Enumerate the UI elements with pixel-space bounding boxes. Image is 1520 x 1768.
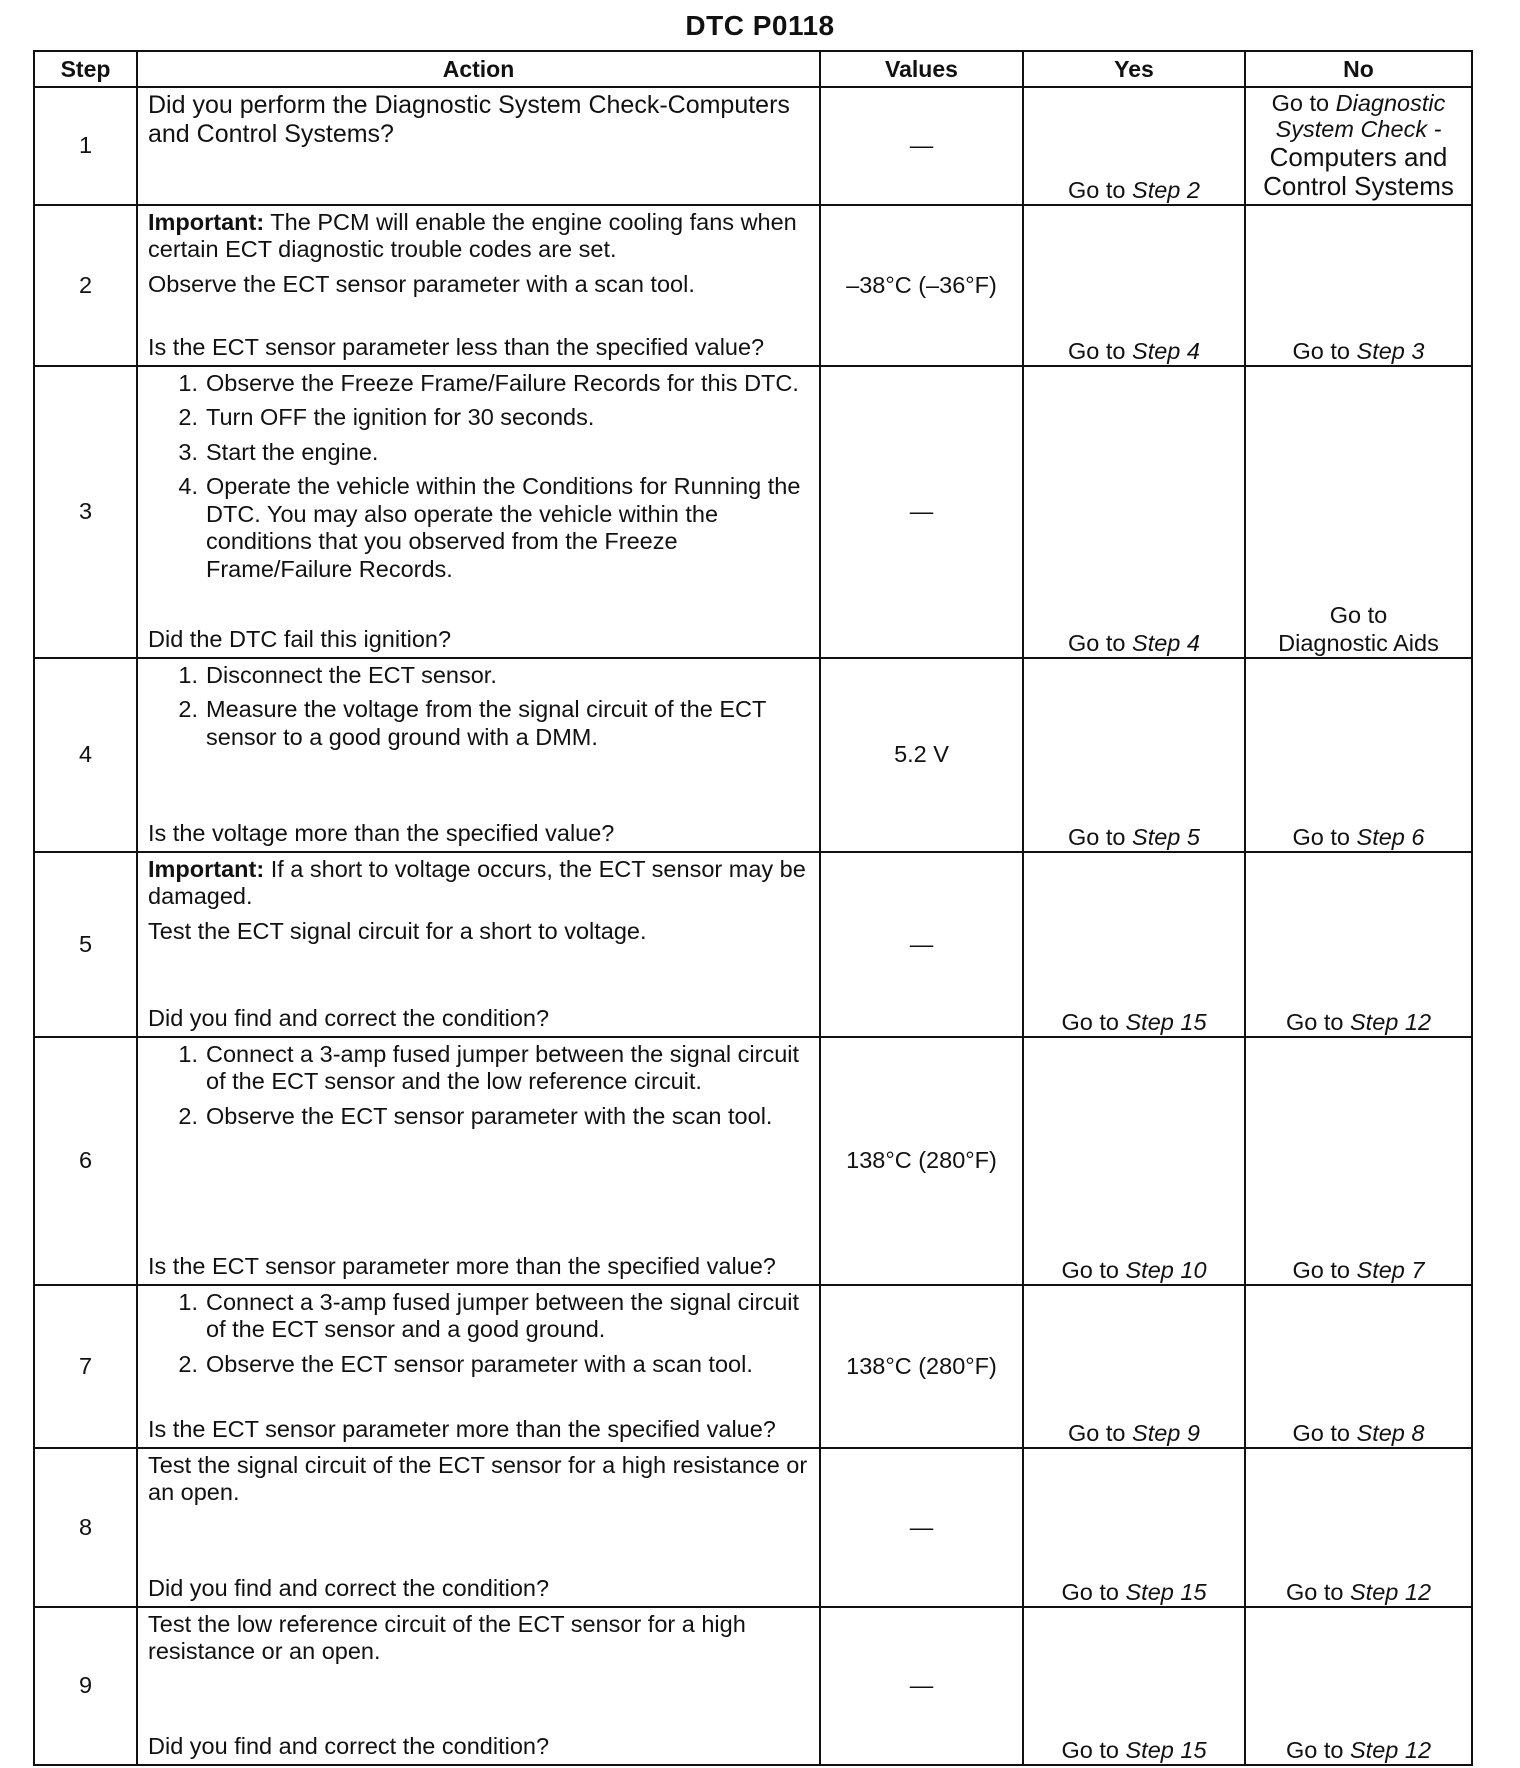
- list-item-text: Disconnect the ECT sensor.: [206, 662, 497, 688]
- instruction-paragraph: Observe the ECT sensor parameter with a scan tool.: [148, 270, 695, 297]
- list-item-number: 2.: [178, 1102, 198, 1129]
- action-question: Is the voltage more than the specified value?: [148, 819, 615, 846]
- no-step-link: Step 12: [1350, 1736, 1432, 1763]
- header-values: Values: [820, 51, 1023, 87]
- list-item-number: 1.: [178, 1289, 198, 1315]
- important-label: Important:: [148, 856, 265, 882]
- action-cell: [137, 205, 820, 366]
- action-content: [138, 206, 819, 365]
- list-item-number: 2.: [178, 1350, 198, 1377]
- action-instructions: [148, 1041, 811, 1137]
- value-cell: —: [820, 852, 1023, 1037]
- list-item: [148, 439, 811, 466]
- no-cell: [1245, 205, 1472, 366]
- table-row: [34, 87, 1472, 205]
- go-to-prefix: Go to: [1068, 629, 1126, 656]
- step-number: 9: [34, 1607, 137, 1765]
- go-to-prefix: Go to: [1061, 1256, 1119, 1283]
- instruction-paragraph: Test the ECT signal circuit for a short to voltage.: [148, 917, 647, 944]
- go-to-prefix: Go to: [1068, 823, 1126, 850]
- action-question: Is the ECT sensor parameter more than the specified value?: [148, 1252, 776, 1279]
- step-number: 3: [34, 366, 137, 658]
- action-cell: [137, 87, 820, 205]
- yes-cell: [1023, 852, 1245, 1037]
- value-cell: 138°C (280°F): [820, 1037, 1023, 1285]
- table-header-row: [34, 51, 1472, 87]
- yes-cell: [1023, 658, 1245, 852]
- step-number: 2: [34, 205, 137, 366]
- important-note: [148, 209, 811, 264]
- step-number: 6: [34, 1037, 137, 1285]
- yes-step-link: Step 9: [1132, 1419, 1200, 1446]
- list-item-text: Measure the voltage from the signal circuit of the ECT sensor to a good ground with a DMM.: [206, 696, 766, 750]
- table-row: [34, 1285, 1472, 1448]
- no-step-link: Step 7: [1356, 1256, 1425, 1283]
- diagnostic-table: [33, 50, 1473, 1766]
- action-cell: [137, 366, 820, 658]
- no-line: Control Systems: [1263, 170, 1454, 201]
- go-to-prefix: Go to: [1061, 1578, 1119, 1605]
- action-instructions: [148, 370, 811, 590]
- go-to-prefix: Go to: [1292, 1419, 1350, 1446]
- go-to-prefix: Go to: [1061, 1736, 1119, 1763]
- important-text: If a short to voltage occurs, the ECT sensor may be damaged.: [148, 856, 806, 910]
- list-item-number: 1.: [178, 370, 198, 396]
- no-destination-text: Diagnostic Aids: [1278, 629, 1439, 656]
- go-to-prefix: Go to: [1271, 90, 1330, 116]
- list-item: [148, 662, 811, 689]
- value-cell: 5.2 V: [820, 658, 1023, 852]
- no-cell: [1245, 1037, 1472, 1285]
- instruction-paragraph: Test the signal circuit of the ECT sensor for a high resistance or an open.: [148, 1452, 808, 1506]
- action-cell: [137, 1037, 820, 1285]
- action-cell: [137, 1607, 820, 1765]
- important-note: [148, 856, 811, 911]
- go-to-prefix: Go to: [1329, 602, 1388, 629]
- table-row: [34, 205, 1472, 366]
- action-cell: [137, 1448, 820, 1607]
- list-item-number: 1.: [178, 662, 198, 688]
- important-label: Important:: [148, 209, 265, 235]
- no-cell: [1245, 1607, 1472, 1765]
- yes-cell: [1023, 1607, 1245, 1765]
- yes-cell: [1023, 366, 1245, 658]
- no-cell: [1245, 87, 1472, 205]
- yes-step-link: Step 5: [1132, 823, 1200, 850]
- action-content: [138, 1038, 819, 1284]
- go-to-prefix: Go to: [1292, 337, 1350, 364]
- header-action: Action: [137, 51, 820, 87]
- list-item-number: 1.: [178, 1041, 198, 1067]
- yes-cell: [1023, 87, 1245, 205]
- header-yes: Yes: [1023, 51, 1245, 87]
- action-content: [138, 88, 819, 204]
- list-item-text: Operate the vehicle within the Conditions for Running the DTC. You may also operate the vehicle within the conditions that you observed from the Freeze Frame/Failure Records.: [206, 473, 801, 582]
- yes-step-link: Step 4: [1132, 629, 1200, 656]
- instruction-list: [148, 370, 811, 583]
- table-row: [34, 658, 1472, 852]
- instruction-list: [148, 1289, 811, 1378]
- no-step-link: Step 3: [1356, 337, 1425, 364]
- action-cell: [137, 658, 820, 852]
- action-question: Did you perform the Diagnostic System Check-Computers and Control Systems?: [148, 91, 790, 149]
- action-instructions: [148, 1452, 811, 1507]
- value-cell: —: [820, 1448, 1023, 1607]
- no-line: Computers and: [1269, 141, 1448, 172]
- go-to-prefix: Go to: [1068, 337, 1126, 364]
- action-content: [138, 1608, 819, 1764]
- action-content: [138, 659, 819, 851]
- instruction-list: [148, 1041, 811, 1130]
- step-number: 1: [34, 87, 137, 205]
- list-item-text: Observe the ECT sensor parameter with the scan tool.: [206, 1102, 773, 1129]
- yes-step-link: Step 15: [1125, 1736, 1207, 1763]
- list-item-text: Connect a 3-amp fused jumper between the signal circuit of the ECT sensor and a good ground.: [206, 1289, 800, 1343]
- table-row: [34, 1607, 1472, 1765]
- go-to-prefix: Go to: [1285, 1578, 1344, 1605]
- action-question: Did you find and correct the condition?: [148, 1732, 550, 1759]
- value-cell: —: [820, 87, 1023, 205]
- page-title: DTC P0118: [685, 10, 835, 41]
- step-number: 5: [34, 852, 137, 1037]
- step-number: 4: [34, 658, 137, 852]
- action-instructions: [148, 1611, 811, 1666]
- go-to-prefix: Go to: [1068, 1419, 1126, 1446]
- no-step-link: Step 12: [1350, 1578, 1432, 1605]
- list-item: [148, 1041, 811, 1096]
- header-step: Step: [34, 51, 137, 87]
- action-content: [138, 1449, 819, 1606]
- no-line-text: Diagnostic: [1335, 90, 1446, 116]
- go-to-prefix: Go to: [1068, 176, 1126, 203]
- yes-cell: [1023, 1448, 1245, 1607]
- yes-step-link: Step 10: [1125, 1256, 1207, 1283]
- action-content: [138, 1286, 819, 1447]
- list-item: [148, 1103, 811, 1130]
- yes-cell: [1023, 1285, 1245, 1448]
- yes-step-link: Step 15: [1125, 1008, 1207, 1035]
- go-to-prefix: Go to: [1285, 1008, 1344, 1035]
- action-question: Did you find and correct the condition?: [148, 1004, 550, 1031]
- value-cell: —: [820, 366, 1023, 658]
- action-instructions: [148, 856, 811, 945]
- table-row: [34, 852, 1472, 1037]
- value-cell: —: [820, 1607, 1023, 1765]
- list-item: [148, 370, 811, 397]
- list-item: [148, 473, 811, 583]
- go-to-prefix: Go to: [1292, 823, 1350, 850]
- instruction-list: [148, 662, 811, 751]
- action-instructions: [148, 1289, 811, 1385]
- instruction-paragraph: Test the low reference circuit of the ECT sensor for a high resistance or an open.: [148, 1611, 746, 1665]
- action-instructions: [148, 209, 811, 298]
- action-question: Is the ECT sensor parameter more than the specified value?: [148, 1415, 776, 1442]
- yes-cell: [1023, 1037, 1245, 1285]
- list-item-text: Connect a 3-amp fused jumper between the signal circuit of the ECT sensor and the low reference circuit.: [206, 1041, 800, 1095]
- no-cell: [1245, 366, 1472, 658]
- list-item-text: Observe the ECT sensor parameter with a scan tool.: [206, 1350, 753, 1377]
- yes-step-link: Step 15: [1125, 1578, 1207, 1605]
- list-item-text: Turn OFF the ignition for 30 seconds.: [206, 404, 595, 431]
- yes-step-link: Step 4: [1132, 337, 1200, 364]
- no-step-link: Step 6: [1356, 823, 1425, 850]
- table-row: [34, 1037, 1472, 1285]
- go-to-prefix: Go to: [1285, 1736, 1344, 1763]
- action-cell: [137, 1285, 820, 1448]
- table-row: [34, 366, 1472, 658]
- value-cell: 138°C (280°F): [820, 1285, 1023, 1448]
- list-item: [148, 1351, 811, 1378]
- table-row: [34, 1448, 1472, 1607]
- action-question: Is the ECT sensor parameter less than the specified value?: [148, 333, 765, 360]
- no-cell: [1245, 1448, 1472, 1607]
- action-question: Did you find and correct the condition?: [148, 1574, 550, 1601]
- go-to-prefix: Go to: [1292, 1256, 1350, 1283]
- important-text: The PCM will enable the engine cooling fans when certain ECT diagnostic trouble codes are set.: [148, 209, 797, 263]
- action-content: [138, 367, 819, 657]
- list-item: [148, 1289, 811, 1344]
- list-item: [148, 696, 811, 751]
- step-number: 8: [34, 1448, 137, 1607]
- list-item-number: 2.: [178, 404, 198, 431]
- list-item-text: Observe the Freeze Frame/Failure Records for this DTC.: [206, 370, 799, 396]
- no-step-link: Step 12: [1350, 1008, 1432, 1035]
- action-instructions: [148, 662, 811, 758]
- no-cell: [1245, 658, 1472, 852]
- yes-cell: [1023, 205, 1245, 366]
- value-cell: –38°C (–36°F): [820, 205, 1023, 366]
- action-question: Did the DTC fail this ignition?: [148, 625, 452, 652]
- action-cell: [137, 852, 820, 1037]
- no-cell: [1245, 852, 1472, 1037]
- header-no: No: [1245, 51, 1472, 87]
- no-cell: [1245, 1285, 1472, 1448]
- list-item-number: 3.: [178, 438, 198, 465]
- list-item: [148, 404, 811, 431]
- go-to-prefix: Go to: [1061, 1008, 1119, 1035]
- no-line: [1246, 90, 1471, 116]
- list-item-text: Start the engine.: [206, 438, 379, 465]
- list-item-number: 4.: [178, 473, 198, 500]
- no-destination: [1246, 90, 1471, 201]
- action-content: [138, 853, 819, 1036]
- no-line: System Check -: [1275, 116, 1442, 143]
- yes-step-link: Step 2: [1132, 176, 1200, 203]
- list-item-number: 2.: [178, 696, 198, 723]
- step-number: 7: [34, 1285, 137, 1448]
- no-step-link: Step 8: [1356, 1419, 1425, 1446]
